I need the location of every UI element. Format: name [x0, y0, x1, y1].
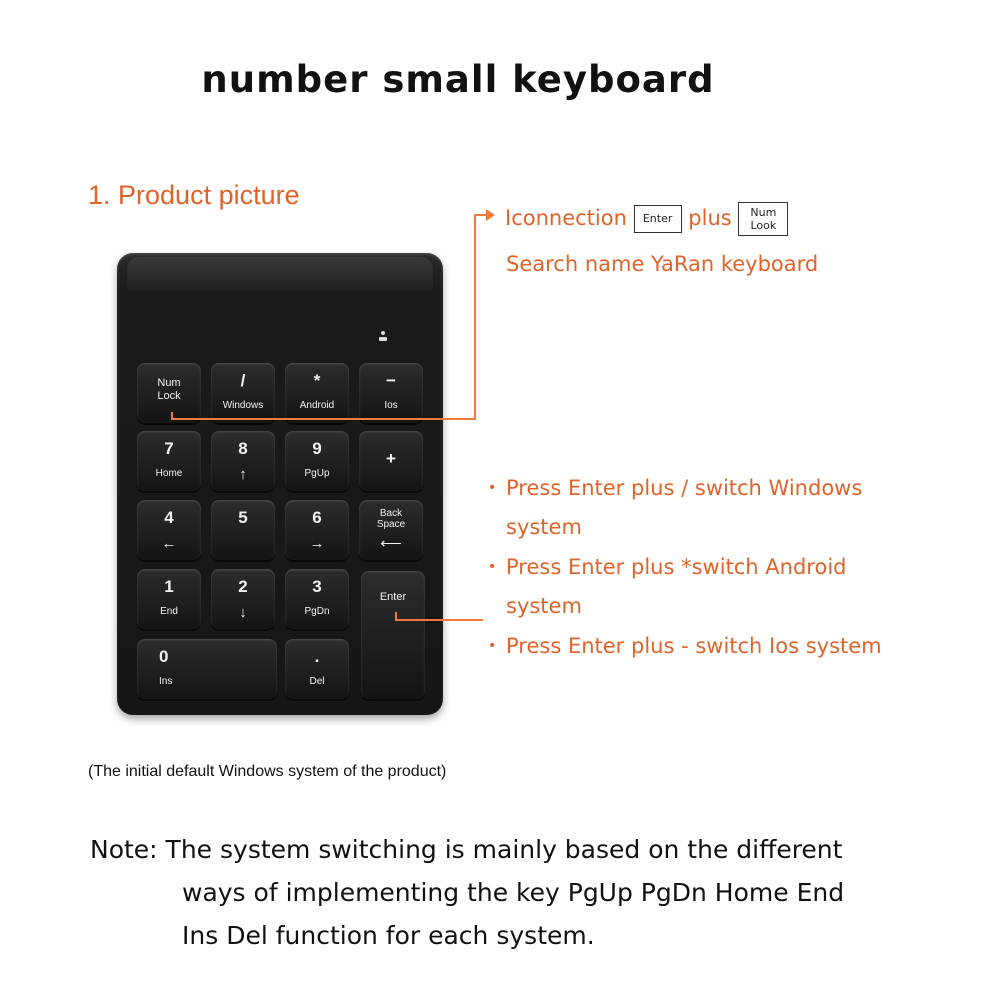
key-9[interactable] — [285, 431, 349, 491]
ios-switch-text: Press Enter plus - switch Ios system — [506, 634, 882, 658]
enter-keycap-icon: Enter — [634, 205, 682, 233]
key-label: 5 — [238, 508, 248, 527]
note-line: ways of implementing the key PgUp PgDn Home End — [182, 878, 845, 907]
key-label: 7 — [164, 439, 174, 458]
windows-switch-text-cont: system — [506, 515, 582, 539]
key-label: 2 — [238, 577, 248, 596]
backspace-arrow-icon: ⟵ — [380, 535, 402, 552]
key-label: 1 — [164, 577, 174, 596]
key-minus[interactable] — [359, 363, 423, 423]
key-label: − — [386, 371, 396, 390]
key-label: 6 — [312, 508, 322, 527]
key-label: 4 — [164, 508, 174, 527]
key-sublabel: Ios — [384, 400, 398, 411]
connection-instruction — [505, 202, 788, 236]
key-6[interactable] — [285, 500, 349, 560]
key-2[interactable] — [211, 569, 275, 629]
bullet-icon: • — [488, 638, 497, 654]
bullet-icon: • — [488, 480, 497, 496]
key-slash[interactable] — [211, 363, 275, 423]
key-label: Enter — [379, 591, 407, 603]
note-line: Note: The system switching is mainly based on the different — [90, 835, 843, 864]
key-sublabel: Home — [155, 468, 183, 479]
key-3[interactable] — [285, 569, 349, 629]
key-sublabel: Android — [299, 400, 335, 411]
key-label: 3 — [312, 577, 322, 596]
key-label: 0 — [159, 647, 169, 666]
callout-arrowhead-icon — [486, 209, 495, 221]
key-sublabel: Windows — [222, 400, 264, 411]
key-8[interactable] — [211, 431, 275, 491]
note-line: Ins Del function for each system. — [182, 921, 595, 950]
bullet-icon: • — [488, 559, 497, 575]
key-backspace[interactable] — [359, 500, 423, 560]
arrow-down-icon: ↓ — [239, 604, 247, 621]
key-label: Back Space — [376, 508, 406, 530]
key-sublabel: Del — [309, 676, 325, 687]
section-heading: 1. Product picture — [88, 180, 300, 210]
key-0[interactable] — [137, 639, 277, 699]
android-switch-text: Press Enter plus *switch Android — [506, 555, 847, 579]
key-sublabel: Ins — [159, 676, 173, 687]
android-switch-text-cont: system — [506, 594, 582, 618]
callout-vertical-line — [474, 214, 476, 420]
key-plus[interactable] — [359, 431, 423, 491]
battery-led-icon — [379, 331, 387, 341]
keyboard-top-edge — [127, 257, 433, 291]
key-label: . — [314, 647, 320, 666]
arrow-up-icon: ↑ — [239, 466, 247, 483]
key-sublabel: PgDn — [304, 606, 330, 617]
key-asterisk[interactable] — [285, 363, 349, 423]
windows-switch-text: Press Enter plus / switch Windows — [506, 476, 863, 500]
numlook-keycap-icon: Num Look — [738, 202, 788, 236]
key-7[interactable] — [137, 431, 201, 491]
key-label: 8 — [238, 439, 248, 458]
key-sublabel: PgUp — [304, 468, 330, 479]
numlock-callout-line — [171, 418, 475, 420]
key-num-lock[interactable] — [137, 363, 201, 423]
default-system-caption: (The initial default Windows system of the product) — [88, 763, 447, 780]
key-4[interactable] — [137, 500, 201, 560]
key-label: + — [386, 449, 396, 468]
page-title: number small keyboard — [201, 58, 715, 101]
numeric-keypad — [117, 253, 443, 715]
connection-text: Iconnection — [505, 206, 627, 230]
enter-callout-line — [395, 619, 483, 621]
key-decimal[interactable] — [285, 639, 349, 699]
numlock-callout-tick — [171, 412, 173, 420]
note-paragraph — [90, 828, 990, 957]
key-label: / — [240, 371, 246, 390]
enter-callout-tick — [395, 612, 397, 621]
key-sublabel: End — [160, 606, 178, 617]
key-5[interactable] — [211, 500, 275, 560]
key-label: * — [313, 371, 321, 390]
arrow-right-icon: → — [309, 535, 325, 552]
plus-text: plus — [688, 206, 732, 230]
key-1[interactable] — [137, 569, 201, 629]
key-enter[interactable] — [361, 571, 425, 699]
key-label: Num Lock — [157, 377, 181, 402]
arrow-left-icon: ← — [161, 535, 177, 552]
search-name-text: Search name YaRan keyboard — [506, 252, 819, 276]
key-label: 9 — [312, 439, 322, 458]
